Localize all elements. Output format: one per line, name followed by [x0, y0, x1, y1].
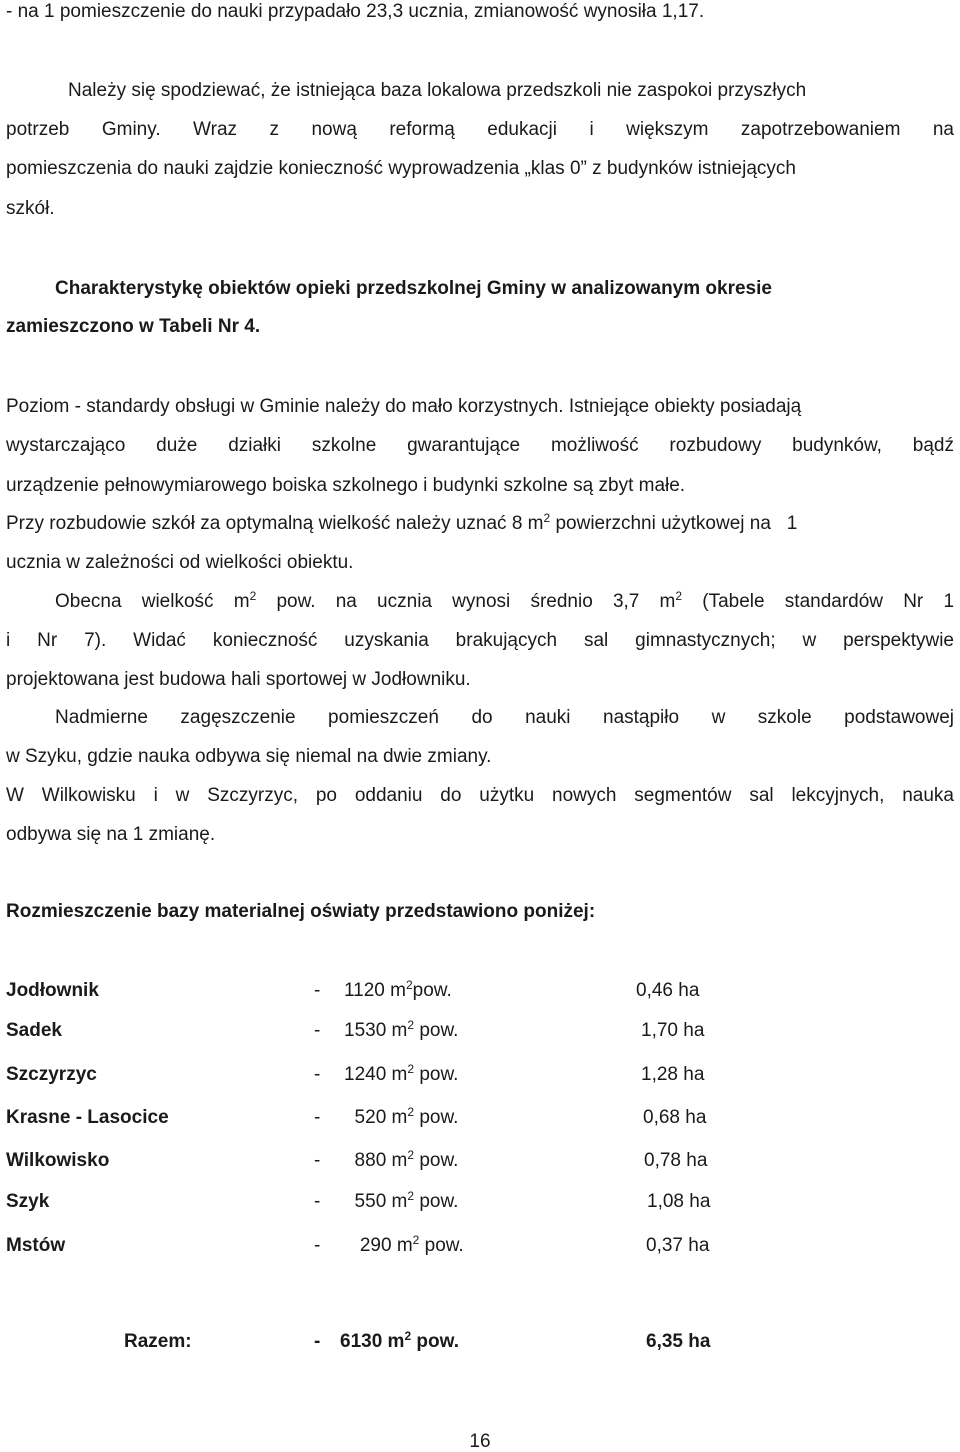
total-row — [0, 1329, 960, 1356]
text-segment: pow. na ucznia wynosi średnio 3,7 m — [276, 591, 676, 612]
paragraph-line: Należy się spodziewać, że istniejąca baza lokalowa przedszkoli nie zaspokoi przyszłych — [68, 80, 807, 101]
paragraph-line: W Wilkowisku i w Szczyrzyc, po oddaniu do użytku nowych segmentów sal lekcyjnych, nauka — [6, 785, 954, 806]
superscript: 2 — [543, 511, 551, 525]
text-segment: Obecna wielkość m — [55, 591, 250, 612]
paragraph-line: projektowana jest budowa hali sportowej w Jodłowniku. — [6, 669, 471, 690]
area-value: 1530 $m^2$ pow. — [344, 1018, 459, 1041]
text-segment: powierzchni użytkowej na 1 — [550, 513, 798, 534]
bold-paragraph-line: zamieszczono w Tabeli Nr 4. — [6, 316, 261, 337]
table-row — [0, 1062, 960, 1089]
bullet-line: - na 1 pomieszczenie do nauki przypadało 23,3 ucznia, zmianowość wynosiła 1,17. — [6, 1, 705, 22]
paragraph-line — [55, 589, 955, 612]
paragraph-line: szkół. — [6, 198, 55, 219]
dash: - — [314, 1107, 321, 1128]
paragraph-line: Nadmierne zagęszczenie pomieszczeń do nauki nastąpiło w szkole podstawowej — [55, 707, 954, 728]
superscript: 2 — [675, 589, 683, 603]
paragraph-line — [6, 511, 798, 534]
table-row — [0, 1189, 960, 1216]
hectare-value: 1,70 ha — [641, 1020, 705, 1041]
dash: - — [314, 1064, 321, 1085]
section-heading: Rozmieszczenie bazy materialnej oświaty przedstawiono poniżej: — [6, 901, 596, 922]
location-name: Krasne - Lasocice — [6, 1107, 169, 1128]
table-row — [0, 1233, 960, 1260]
paragraph-line: i Nr 7). Widać konieczność uzyskania brakujących sal gimnastycznych; w perspektywie — [6, 630, 954, 651]
area-value: 1120 $m^2pow$. — [344, 978, 452, 1001]
paragraph-line: potrzeb Gminy. Wraz z nową reformą edukacji i większym zapotrzebowaniem na — [6, 119, 954, 140]
paragraph-line: urządzenie pełnowymiarowego boiska szkolnego i budynki szkolne są zbyt małe. — [6, 475, 686, 496]
location-name: Jodłownik — [6, 980, 99, 1001]
area-value: 880 $m^2$ pow. — [344, 1148, 459, 1171]
dash: - — [314, 1020, 321, 1041]
superscript: 2 — [249, 589, 257, 603]
hectare-value: 0,68 ha — [643, 1107, 707, 1128]
location-name: Szczyrzyc — [6, 1064, 97, 1085]
paragraph-line: ucznia w zależności od wielkości obiektu. — [6, 552, 354, 573]
dash: - — [314, 980, 321, 1001]
paragraph-line: odbywa się na 1 zmianę. — [6, 824, 216, 845]
total-hectare-value: 6,35 ha — [646, 1331, 711, 1352]
area-value: 1240 $m^2$ pow. — [344, 1062, 459, 1085]
location-name: Szyk — [6, 1191, 50, 1212]
location-name: Sadek — [6, 1020, 62, 1041]
hectare-value: 0,78 ha — [644, 1150, 708, 1171]
dash: - — [314, 1191, 321, 1212]
hectare-value: 0,37 ha — [646, 1235, 710, 1256]
hectare-value: 1,28 ha — [641, 1064, 705, 1085]
table-row — [0, 1018, 960, 1045]
table-row — [0, 1148, 960, 1175]
text-segment: Przy rozbudowie szkół za optymalną wielkość należy uznać 8 m — [6, 513, 544, 534]
text-segment: (Tabele standardów Nr 1 — [702, 591, 955, 612]
area-value: 290 $m^2$ pow. — [344, 1233, 464, 1256]
dash: - — [314, 1235, 321, 1256]
hectare-value: 0,46 ha — [636, 980, 700, 1001]
dash: - — [314, 1331, 321, 1352]
location-name: Wilkowisko — [6, 1150, 110, 1171]
paragraph-line: wystarczająco duże działki szkolne gwarantujące możliwość rozbudowy budynków, bądź — [6, 435, 954, 456]
area-value: 550 $m^2$ pow. — [344, 1189, 459, 1212]
total-area-value: 6130 $m^2$ pow. — [340, 1329, 459, 1352]
area-value: 520 $m^2$ pow. — [344, 1105, 459, 1128]
paragraph-line: w Szyku, gdzie nauka odbywa się niemal na dwie zmiany. — [6, 746, 492, 767]
page-number: 16 — [469, 1431, 491, 1452]
table-row — [0, 1105, 960, 1132]
paragraph-line: Poziom - standardy obsługi w Gminie należy do mało korzystnych. Istniejące obiekty posiadają — [6, 396, 802, 417]
table-row — [0, 978, 960, 1005]
total-label: Razem: — [124, 1331, 192, 1352]
dash: - — [314, 1150, 321, 1171]
bold-paragraph-line: Charakterystykę obiektów opieki przedszkolnej Gminy w analizowanym okresie — [55, 278, 772, 299]
location-name: Mstów — [6, 1235, 66, 1256]
paragraph-line: pomieszczenia do nauki zajdzie konieczność wyprowadzenia „klas 0” z budynków istniejących — [6, 158, 796, 179]
hectare-value: 1,08 ha — [647, 1191, 711, 1212]
